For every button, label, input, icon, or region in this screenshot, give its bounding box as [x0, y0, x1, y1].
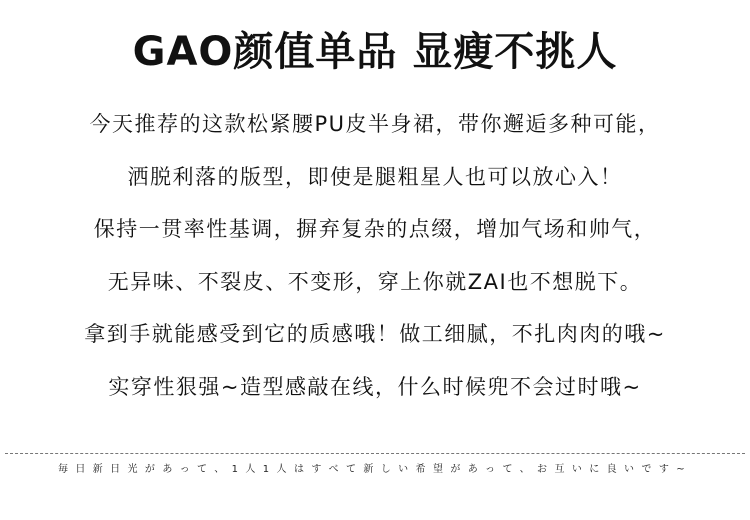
description-line-1: 今天推荐的这款松紧腰PU皮半身裙，带你邂逅多种可能， — [89, 112, 661, 136]
description-line-2: 洒脱利落的版型，即使是腿粗星人也可以放心入！ — [127, 164, 623, 189]
page-title: GAO颜值单品 显瘦不挑人 — [132, 29, 618, 75]
description-block — [0, 104, 750, 419]
description-line-6: 实穿性狠强~造型感敲在线，什么时候兜不会过时哦~ — [108, 374, 642, 399]
description-line-4: 无异味、不裂皮、不变形，穿上你就ZAI也不想脱下。 — [107, 269, 643, 294]
description-line-5: 拿到手就能感受到它的质感哦！做工细腻，不扎肉肉的哦~ — [84, 322, 666, 346]
description-line-3: 保持一贯率性基调，摒弃复杂的点缀，增加气场和帅气， — [93, 217, 657, 241]
dashed-divider — [5, 453, 745, 454]
footer-slogan: 毎日新日光があって、1人1人はすべて新しい希望があって、お互いに良いです~ — [57, 464, 693, 475]
